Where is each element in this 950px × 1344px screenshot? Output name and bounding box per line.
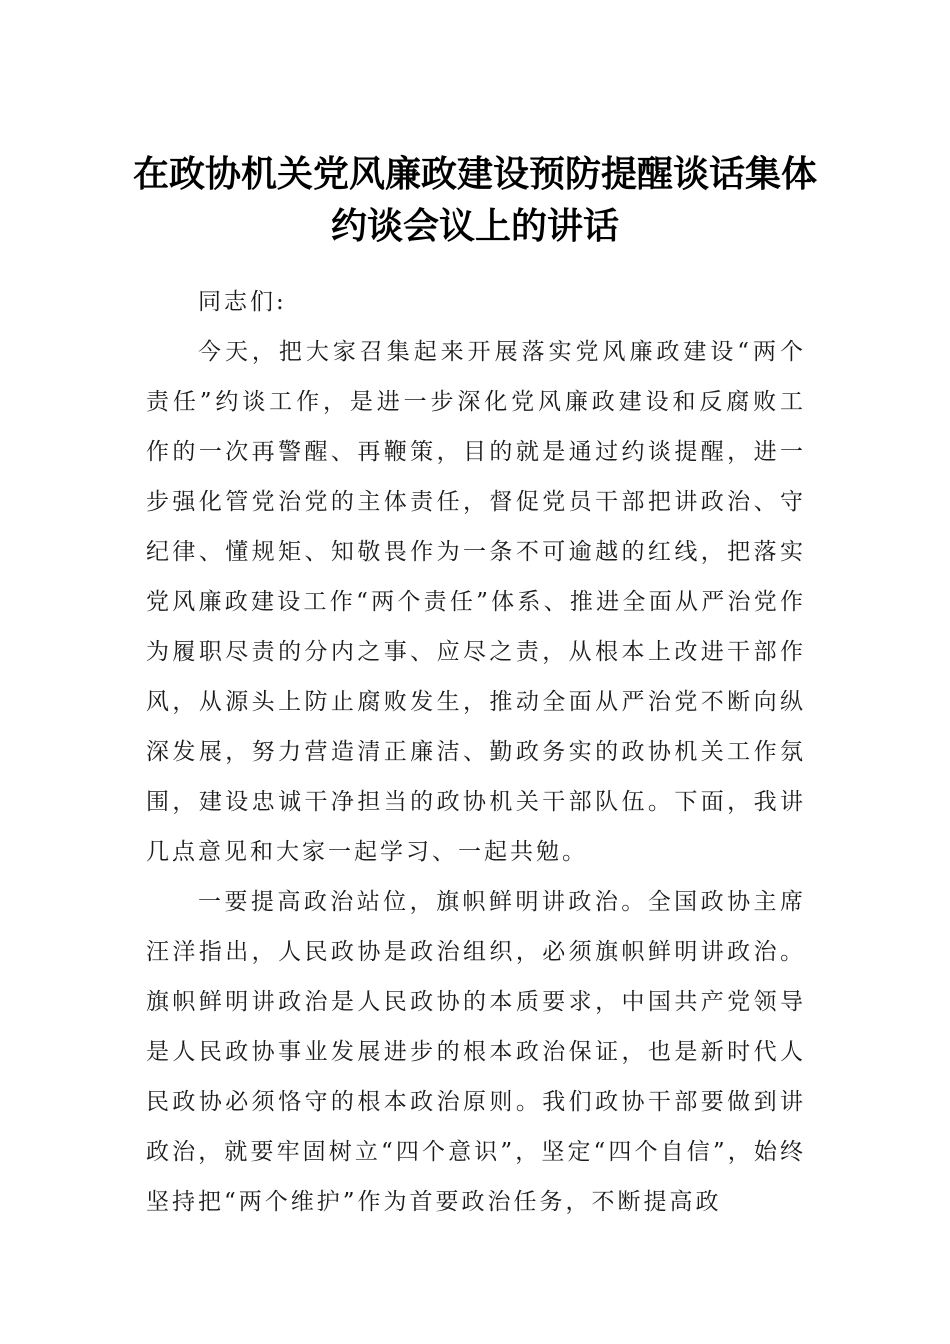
document-body [146,277,806,1227]
point-one-paragraph: 一要提高政治站位，旗帜鲜明讲政治。全国政协主席汪洋指出，人民政协是政治组织，必须旗帜鲜明讲政治。旗帜鲜明讲政治是人民政协的本质要求，中国共产党领导是人民政协事业发展进步的根本政治保证，也是新时代人民政协必须恪守的根本政治原则。我们政协干部要做到讲政治，就要牢固树立“四个意识”，坚定“四个自信”，始终坚持把“两个维护”作为首要政治任务，不断提高政 [146,889,806,1215]
intro-paragraph: 今天，把大家召集起来开展落实党风廉政建设“两个责任”约谈工作，是进一步深化党风廉政建设和反腐败工作的一次再警醒、再鞭策，目的就是通过约谈提醒，进一步强化管党治党的主体责任，督促党员干部把讲政治、守纪律、懂规矩、知敬畏作为一条不可逾越的红线，把落实党风廉政建设工作“两个责任”体系、推进全面从严治党作为履职尽责的分内之事、应尽之责，从根本上改进干部作风，从源头上防止腐败发生，推动全面从严治党不断向纵深发展，努力营造清正廉洁、勤政务实的政协机关工作氛围，建设忠诚干净担当的政协机关干部队伍。下面，我讲几点意见和大家一起学习、一起共勉。 [146,339,806,865]
salutation-paragraph: 同志们: [198,289,287,315]
document-title: 在政协机关党风廉政建设预防提醒谈话集体约谈会议上的讲话 [132,153,817,247]
